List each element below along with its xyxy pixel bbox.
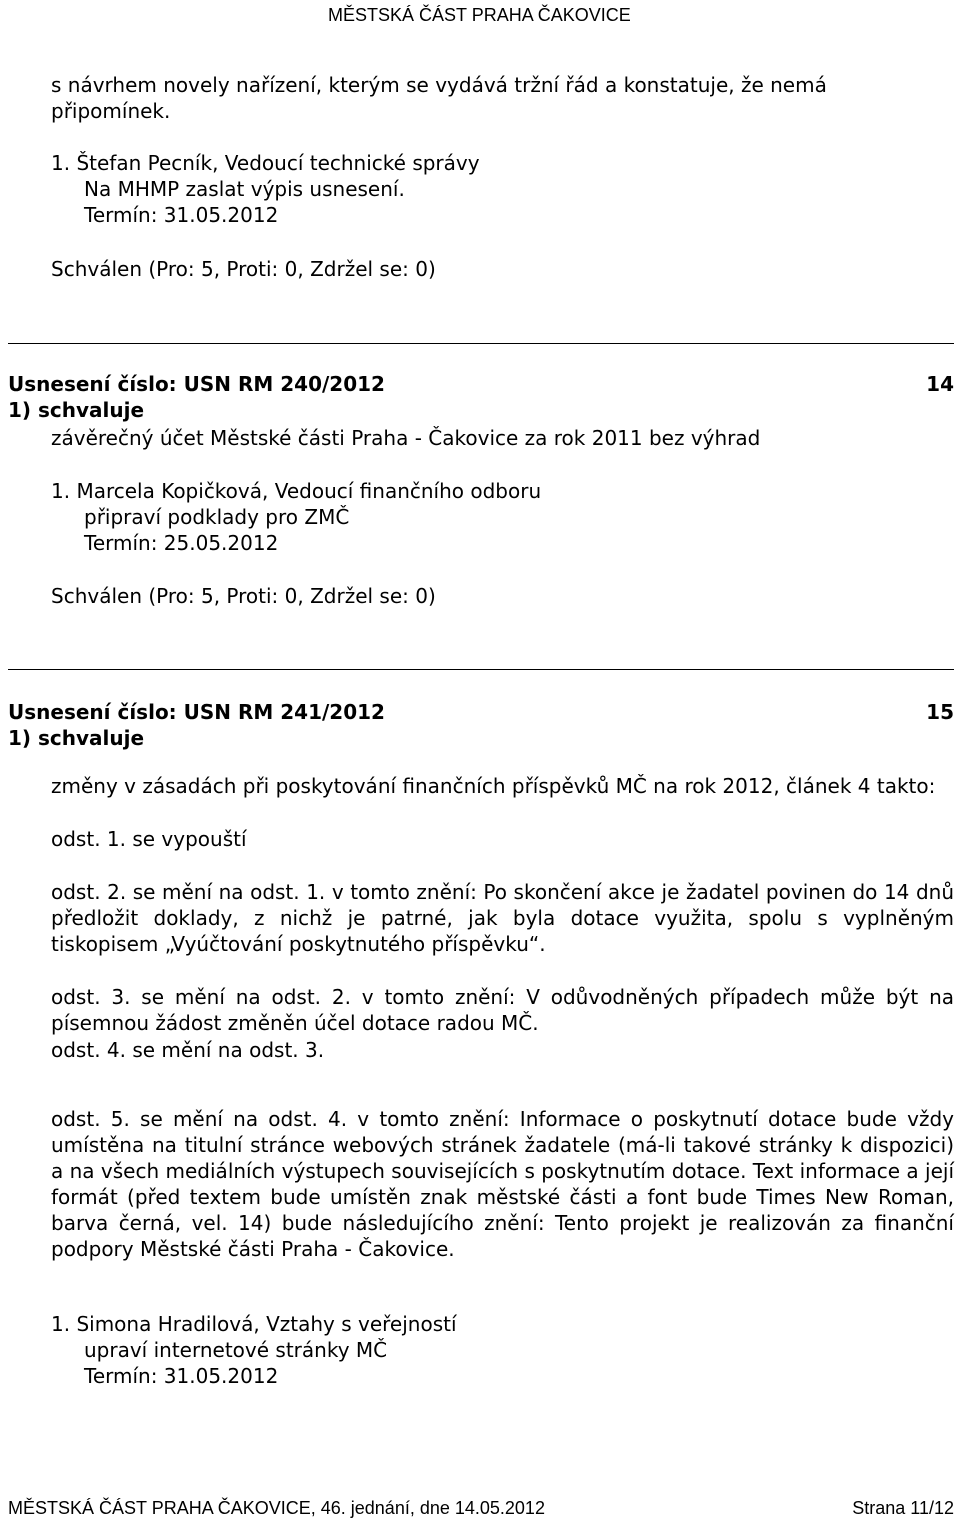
page-header-title: MĚSTSKÁ ČÁST PRAHA ČAKOVICE	[328, 5, 631, 25]
resolution-title: Usnesení číslo: USN RM 241/2012	[8, 700, 385, 724]
paragraph-item: odst. 1. se vypouští	[51, 827, 247, 851]
resolution-action: 1) schvaluje	[8, 398, 145, 422]
task-deadline: Termín: 25.05.2012	[84, 531, 279, 555]
task-description: upraví internetové stránky MČ	[84, 1338, 388, 1362]
resolution-text: závěrečný účet Městské části Praha - Čakovice za rok 2011 bez výhrad	[51, 426, 761, 450]
resolution-heading	[8, 699, 954, 725]
resolution-intro: změny v zásadách při poskytování finančních příspěvků MČ na rok 2012, článek 4 takto:	[51, 774, 936, 798]
paragraph-item: odst. 4. se mění na odst. 3.	[51, 1038, 325, 1062]
resolution-heading	[8, 371, 954, 397]
paragraph-item: odst. 3. se mění na odst. 2. v tomto znění: V odůvodněných případech může být na písemnou žádost změněn účel dotace radou MČ.	[51, 985, 954, 1035]
paragraph-line: připomínek.	[51, 99, 171, 123]
divider	[8, 669, 954, 670]
paragraph-item: odst. 2. se mění na odst. 1. v tomto znění: Po skončení akce je žadatel povinen do 14 dnů předložit doklady, z nichž je patrné, jak byla dotace využita, spolu s vyplněným tiskopisem „Vyúčtování poskytnutého příspěvku“.	[51, 880, 954, 956]
task-assignee: 1. Simona Hradilová, Vztahy s veřejností	[51, 1312, 457, 1336]
task-assignee: 1. Štefan Pecník, Vedoucí technické správy	[51, 151, 480, 175]
task-assignee: 1. Marcela Kopičková, Vedoucí finančního odboru	[51, 479, 542, 503]
divider	[8, 343, 954, 344]
task-description: připraví podklady pro ZMČ	[84, 505, 350, 529]
resolution-title: Usnesení číslo: USN RM 240/2012	[8, 372, 385, 396]
page-number: Strana 11/12	[852, 1498, 954, 1518]
resolution-number: 14	[926, 372, 954, 396]
paragraph-line: s návrhem novely nařízení, kterým se vydává tržní řád a konstatuje, že nemá	[51, 73, 827, 97]
page-footer-left: MĚSTSKÁ ČÁST PRAHA ČAKOVICE, 46. jednání, dne 14.05.2012	[8, 1498, 545, 1518]
task-deadline: Termín: 31.05.2012	[84, 1364, 279, 1388]
task-deadline: Termín: 31.05.2012	[84, 203, 279, 227]
resolution-action: 1) schvaluje	[8, 726, 145, 750]
paragraph-item: odst. 5. se mění na odst. 4. v tomto znění: Informace o poskytnutí dotace bude vždy umístěna na titulní stránce webových stránek žadatele (má-li takové stránky k dispozici) a na všech mediálních výstupech souvisejících s poskytnutím dotace. Text informace a její formát (před textem bude umístěn znak městské části a font bude Times New Roman, barva černá, vel. 14) bude následujícího znění: Tento projekt je realizován za finanční podpory Městské části Praha - Čakovice.	[51, 1107, 954, 1261]
resolution-number: 15	[926, 700, 954, 724]
task-description: Na MHMP zaslat výpis usnesení.	[84, 177, 405, 201]
vote-result: Schválen (Pro: 5, Proti: 0, Zdržel se: 0)	[51, 257, 436, 281]
vote-result: Schválen (Pro: 5, Proti: 0, Zdržel se: 0)	[51, 584, 436, 608]
